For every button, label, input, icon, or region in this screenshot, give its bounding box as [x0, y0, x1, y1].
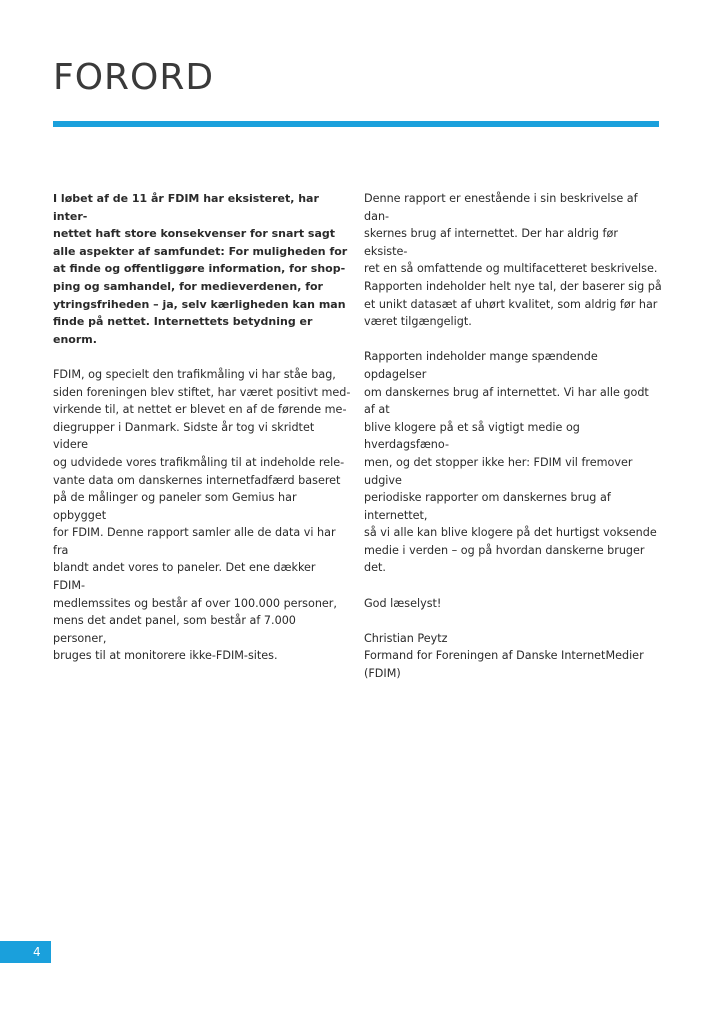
page-title: FORORD: [53, 57, 215, 98]
greeting: God læselyst!: [364, 596, 442, 610]
right-column: [364, 190, 662, 683]
title-rule: [53, 121, 659, 127]
right-paragraph-2: Rapporten indeholder mange spændende opdagelser om danskernes brug af internettet. Vi har alle godt af at blive klogere på et så vigtigt medie og hverdagsfæno- men, og det stopper ikke her: FDIM vil fremover udgive periodiske rapporter om danskernes brug af internettet, så vi alle kan blive klogere på det hurtigst voksende medie i verden – og på hvordan danskerne bruger det.: [364, 350, 657, 575]
page-number: 4: [33, 945, 41, 959]
left-column: [53, 190, 351, 665]
body-paragraph: FDIM, og specielt den trafikmåling vi har ståe bag, siden foreningen blev stiftet, har været positivt med- virkende til, at nettet er blevet en af de førende me- diegrupper i Danmark. Sidste år tog vi skridtet videre og udvidede vores trafikmåling til at indeholde rele- vante data om danskernes internetfadfærd baseret på de målinger og paneler som Gemius har opbygget for FDIM. Denne rapport samler alle de data vi har fra blandt andet vores to paneler. Det ene dækker FDIM- medlemssites og består af over 100.000 personer, mens det andet panel, som består af 7.000 personer, bruges til at monitorere ikke-FDIM-sites.: [53, 367, 351, 663]
signature: Christian Peytz Formand for Foreningen af Danske InternetMedier (FDIM): [364, 631, 644, 681]
intro-paragraph: I løbet af de 11 år FDIM har eksisteret, har inter- nettet haft store konsekvenser for snart sagt alle aspekter af samfundet: For muligheden for at finde og offentliggøre information, for shop- ping og samhandel, for medieverdenen, for ytringsfriheden – ja, selv kærligheden kan man finde på nettet. Internettets betydning er enorm.: [53, 192, 348, 346]
page-number-box: [0, 941, 51, 963]
right-paragraph-1: Denne rapport er enestående i sin beskrivelse af dan- skernes brug af internettet. Der har aldrig før eksiste- ret en så omfattende og multifacetteret beskrivelse. Rapporten indeholder helt nye tal, der baserer sig på et unikt datasæt af uhørt kvalitet, som aldrig før har været tilgængeligt.: [364, 192, 662, 329]
